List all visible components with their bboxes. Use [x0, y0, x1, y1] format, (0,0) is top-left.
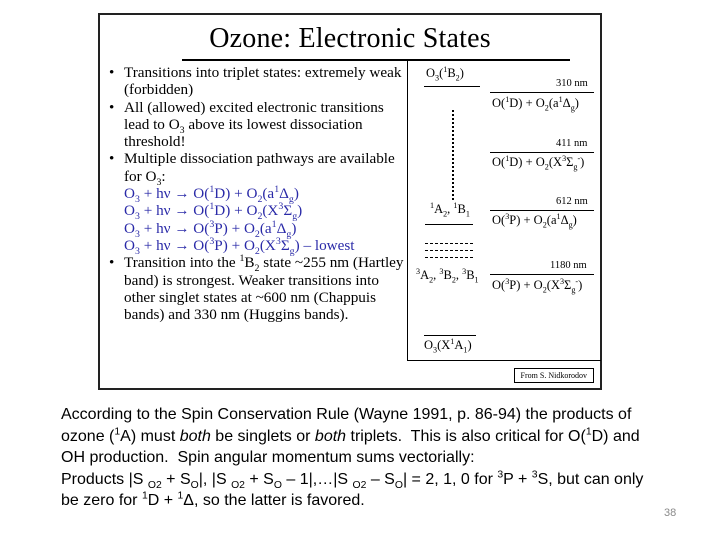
dashed-level-3 — [425, 257, 473, 258]
bullet-allowed-transitions: • All (allowed) excited electronic transitions lead to $O_3$ above its lowest dissociation threshold! — [106, 99, 412, 151]
threshold-line-1180 — [490, 274, 594, 275]
spin-conservation-text — [61, 404, 661, 512]
threshold-line-310 — [490, 92, 594, 93]
state-singlets: $^1A_2$, $^1B_1$ — [430, 200, 470, 219]
dashed-level-2 — [425, 250, 473, 251]
dashed-level-1 — [425, 243, 473, 244]
products-612: $O(^3P) + O_2(a^1\Delta_g)$ — [492, 211, 577, 230]
reaction-1: $O_3 + h\nu \to O(^1D) + O_2(a^1\Delta_g)$ — [124, 184, 299, 206]
products-1180: $O(^3P) + O_2(X^3\Sigma_g^-)$ — [492, 276, 583, 295]
dotted-connector — [452, 110, 454, 200]
state-triplets: $^3A_2$, $^3B_2$, $^3B_1$ — [416, 266, 479, 285]
threshold-line-612 — [490, 210, 594, 211]
reaction-4: $O_3 + h\nu \to O(^3P) + O_2(X^3\Sigma_g)$ – lowest — [124, 235, 355, 257]
energy-level-diagram — [407, 60, 601, 361]
products-310: $O(^1D) + O_2(a^1\Delta_g)$ — [492, 94, 579, 113]
figure-title: Ozone: Electronic States — [209, 23, 491, 54]
bullet-list — [106, 64, 412, 323]
state-o3-1b2: $O_3(^1B_2)$ — [426, 64, 464, 83]
threshold-310nm: 310 nm — [556, 78, 588, 89]
threshold-612nm: 612 nm — [556, 196, 588, 207]
bullet-dissociation-pathways: • Multiple dissociation pathways are available for $O_3$: — [106, 150, 412, 185]
bullet-triplet-transitions: • Transitions into triplet states: extremely weak (forbidden) — [106, 64, 412, 99]
products-411: $O(^1D) + O_2(X^3\Sigma_g^-)$ — [492, 153, 585, 172]
ozone-figure — [98, 13, 602, 390]
bullet-hartley-band: • Transition into the $^1B_2$ state ~255 nm (Hartley band) is strongest. Weaker transitions into other singlet states at ~600 nm (Chappuis bands) and 330 nm (Huggins bands). — [106, 254, 412, 323]
reaction-2: $O_3 + h\nu \to O(^1D) + O_2(X^3\Sigma_g)$ — [124, 201, 303, 223]
paragraph-spin-rule: According to the Spin Conservation Rule (Wayne 1991, p. 86-94) the products of ozone ($^1$A) must both be singlets or both triplets. This is also critical for O($^1$D) and OH production. Spin angular momentum sums vectorially: — [61, 406, 640, 466]
threshold-1180nm: 1180 nm — [550, 260, 587, 271]
level-singlets — [425, 224, 473, 225]
page-number: 38 — [664, 507, 677, 519]
threshold-line-411 — [490, 152, 594, 153]
level-ground — [424, 335, 476, 336]
level-1b2 — [424, 86, 480, 87]
paragraph-products: Products |S $_{O2} + S_O|$, |S $_{O2} + S_O$ – 1|,…|S $_{O2} - S_O| = 2$, 1, 0 for $^3$P + $^3$S, but can only be zero for $^1$D + $^1$Δ, so the latter is favored. — [61, 469, 644, 509]
figure-credit: From S. Nidkorodov — [514, 368, 594, 383]
state-ground: $O_3(X^1A_1)$ — [424, 336, 472, 355]
threshold-411nm: 411 nm — [556, 138, 588, 149]
reaction-3: $O_3 + h\nu \to O(^3P) + O_2(a^1\Delta_g)$ — [124, 218, 297, 240]
